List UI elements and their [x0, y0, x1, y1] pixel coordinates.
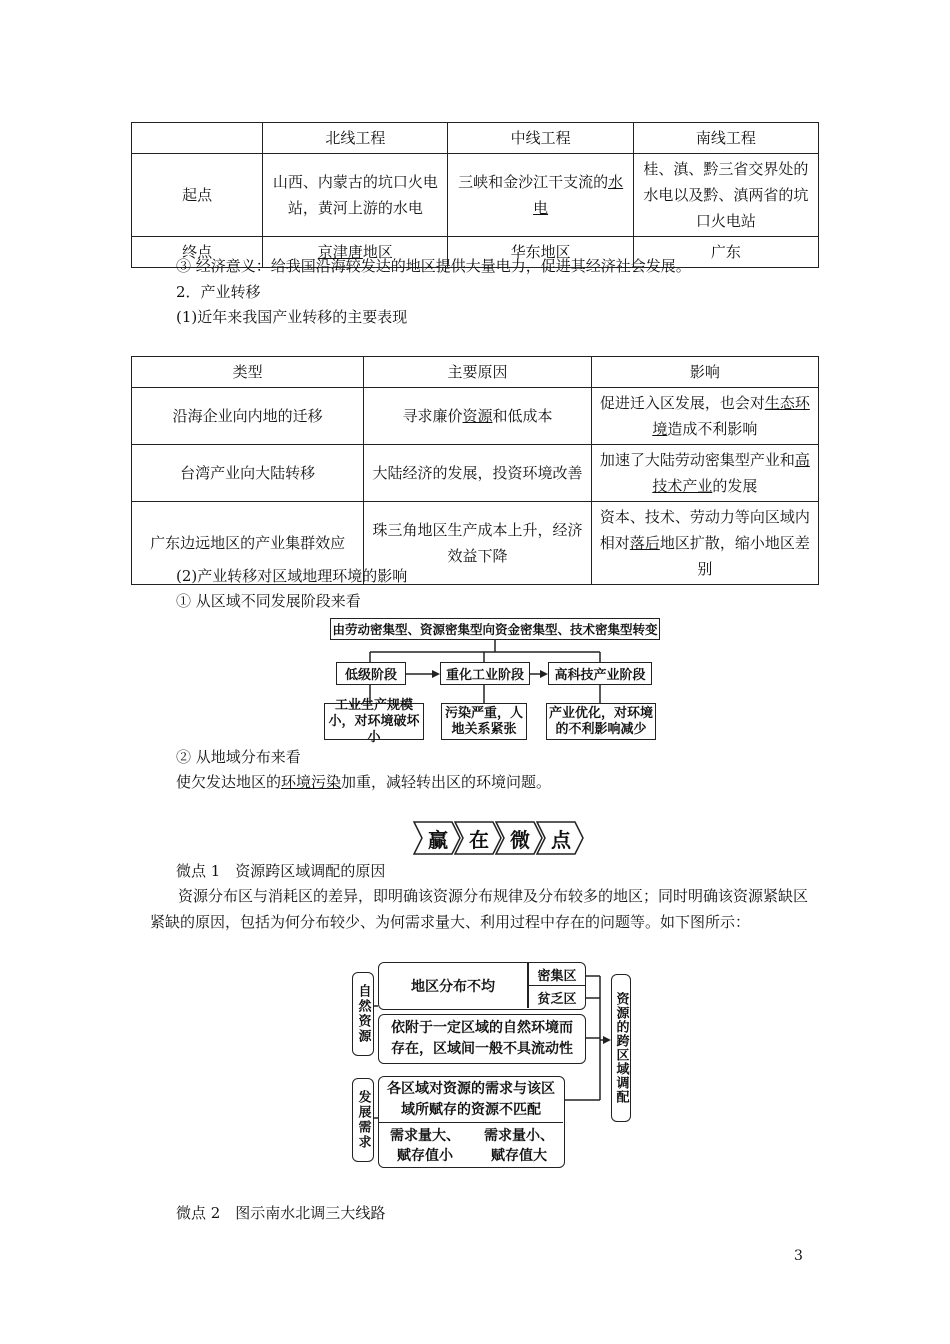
underlined-text: 水电: [533, 173, 624, 217]
development-demand-box: 发展需求: [352, 1078, 374, 1162]
page-number: 3: [794, 1248, 803, 1264]
high-demand-label: 需求量大、赋存值小: [390, 1127, 460, 1164]
point2-title: 微点 2 图示南水北调三大线路: [176, 1204, 386, 1222]
uneven-label: 地区分布不均: [411, 978, 495, 995]
sub-heading: ② 从地域分布来看: [176, 748, 301, 766]
text: 使欠发达地区的: [176, 773, 282, 791]
table1-row-start-label: 起点: [132, 154, 263, 237]
table2-row-type: 沿海企业向内地的迁移: [132, 388, 364, 445]
point1-text: 资源分布区与消耗区的差异，即明确该资源分布规律及分布较多的地区；同时明确该资源紧缺区紧缺的原因，包括为何分布较少、为何需求量大、利用过程中存在的问题等。如下图所示：: [150, 887, 809, 931]
underlined-text: 高技术产业: [652, 451, 810, 495]
table1-header-north: 北线工程: [263, 123, 448, 154]
table2-header-impact: 影响: [591, 357, 818, 388]
uneven-distribution-box: [378, 962, 586, 1010]
underlined-text: 生态环境: [652, 394, 810, 438]
table2-row-type: 广东边远地区的产业集群效应: [132, 502, 364, 585]
subsection-title: (2)产业转移对区域地理环境的影响: [176, 567, 408, 585]
text: 的发展: [712, 477, 758, 495]
point1-title: 微点 1 资源跨区域调配的原因: [176, 862, 386, 880]
banner-char: 点: [551, 827, 571, 852]
effect-box: 工业生产规模小，对环境破坏小: [324, 703, 424, 740]
table2-row-reason: 大陆经济的发展，投资环境改善: [364, 445, 591, 502]
attached-environment-box: 依附于一定区域的自然环境而存在，区域间一般不具流动性: [378, 1014, 586, 1064]
text: 地区: [362, 243, 393, 261]
text: 促进迁入区发展，也会对: [599, 394, 765, 412]
table1-header-middle: 中线工程: [448, 123, 633, 154]
text: 三峡和金沙江干支流的: [458, 173, 609, 191]
text: 加速了大陆劳动密集型产业和: [599, 451, 795, 469]
table1-start-north: 山西、内蒙古的坑口火电站，黄河上游的水电: [263, 154, 448, 237]
text: 和低成本: [492, 407, 553, 425]
effect-box: 产业优化，对环境的不利影响减少: [546, 703, 656, 740]
low-demand-label: 需求量小、赋存值大: [484, 1127, 554, 1164]
table1-header-south: 南线工程: [633, 123, 818, 154]
table2-row-reason: 珠三角地区生产成本上升，经济效益下降: [364, 502, 591, 585]
mismatch-label: 各区域对资源的需求与该区域所赋存的资源不匹配: [379, 1077, 563, 1123]
economic-meaning: ③ 经济意义：给我国沿海较发达的地区提供大量电力，促进其经济社会发展。: [176, 257, 691, 275]
diagram1-top-box: 由劳动密集型、资源密集型向资金密集型、技术密集型转变: [330, 618, 660, 640]
natural-resource-box: 自然资源: [352, 972, 374, 1056]
effect-box: 污染严重，人地关系紧张: [441, 703, 527, 740]
text: 寻求廉价: [402, 407, 463, 425]
stage-box: 重化工业阶段: [440, 662, 530, 685]
banner-char: 在: [469, 827, 489, 852]
table1-start-south: 桂、滇、黔三省交界处的水电以及黔、滇两省的坑口火电站: [633, 154, 818, 237]
text: 造成不利影响: [667, 420, 758, 438]
table1-row-end-label: 终点: [132, 237, 263, 268]
table1-end-south: 广东: [633, 237, 818, 268]
cross-region-allocation-box: 资源的跨区域调配: [611, 974, 631, 1122]
banner-char: 微: [510, 827, 530, 852]
underlined-text: 环境污染: [281, 773, 342, 791]
table2-row-type: 台湾产业向大陆转移: [132, 445, 364, 502]
text: 资本、技术、劳动力等向区域内相对: [599, 508, 810, 552]
section-title: 2．产业转移: [176, 283, 261, 301]
underlined-text: 资源: [462, 407, 493, 425]
stage-box: 高科技产业阶段: [548, 662, 652, 685]
text: 地区扩散，缩小地区差别: [659, 534, 810, 578]
stage-box: 低级阶段: [336, 662, 406, 685]
underlined-text: 京津唐: [317, 243, 363, 261]
text: 加重，减轻转出区的环境问题。: [341, 773, 552, 791]
demand-group-box: [378, 1076, 565, 1168]
table1-end-middle: 华东地区: [448, 237, 633, 268]
sub-heading: ① 从区域不同发展阶段来看: [176, 592, 361, 610]
banner-char: 赢: [428, 827, 448, 852]
sparse-area-label: 贫乏区: [537, 991, 577, 1007]
dense-area-label: 密集区: [529, 963, 585, 986]
underlined-text: 落后: [629, 534, 660, 552]
subsection-title: (1)近年来我国产业转移的主要表现: [176, 308, 408, 326]
table2-header-reason: 主要原因: [364, 357, 591, 388]
table2-header-type: 类型: [132, 357, 364, 388]
